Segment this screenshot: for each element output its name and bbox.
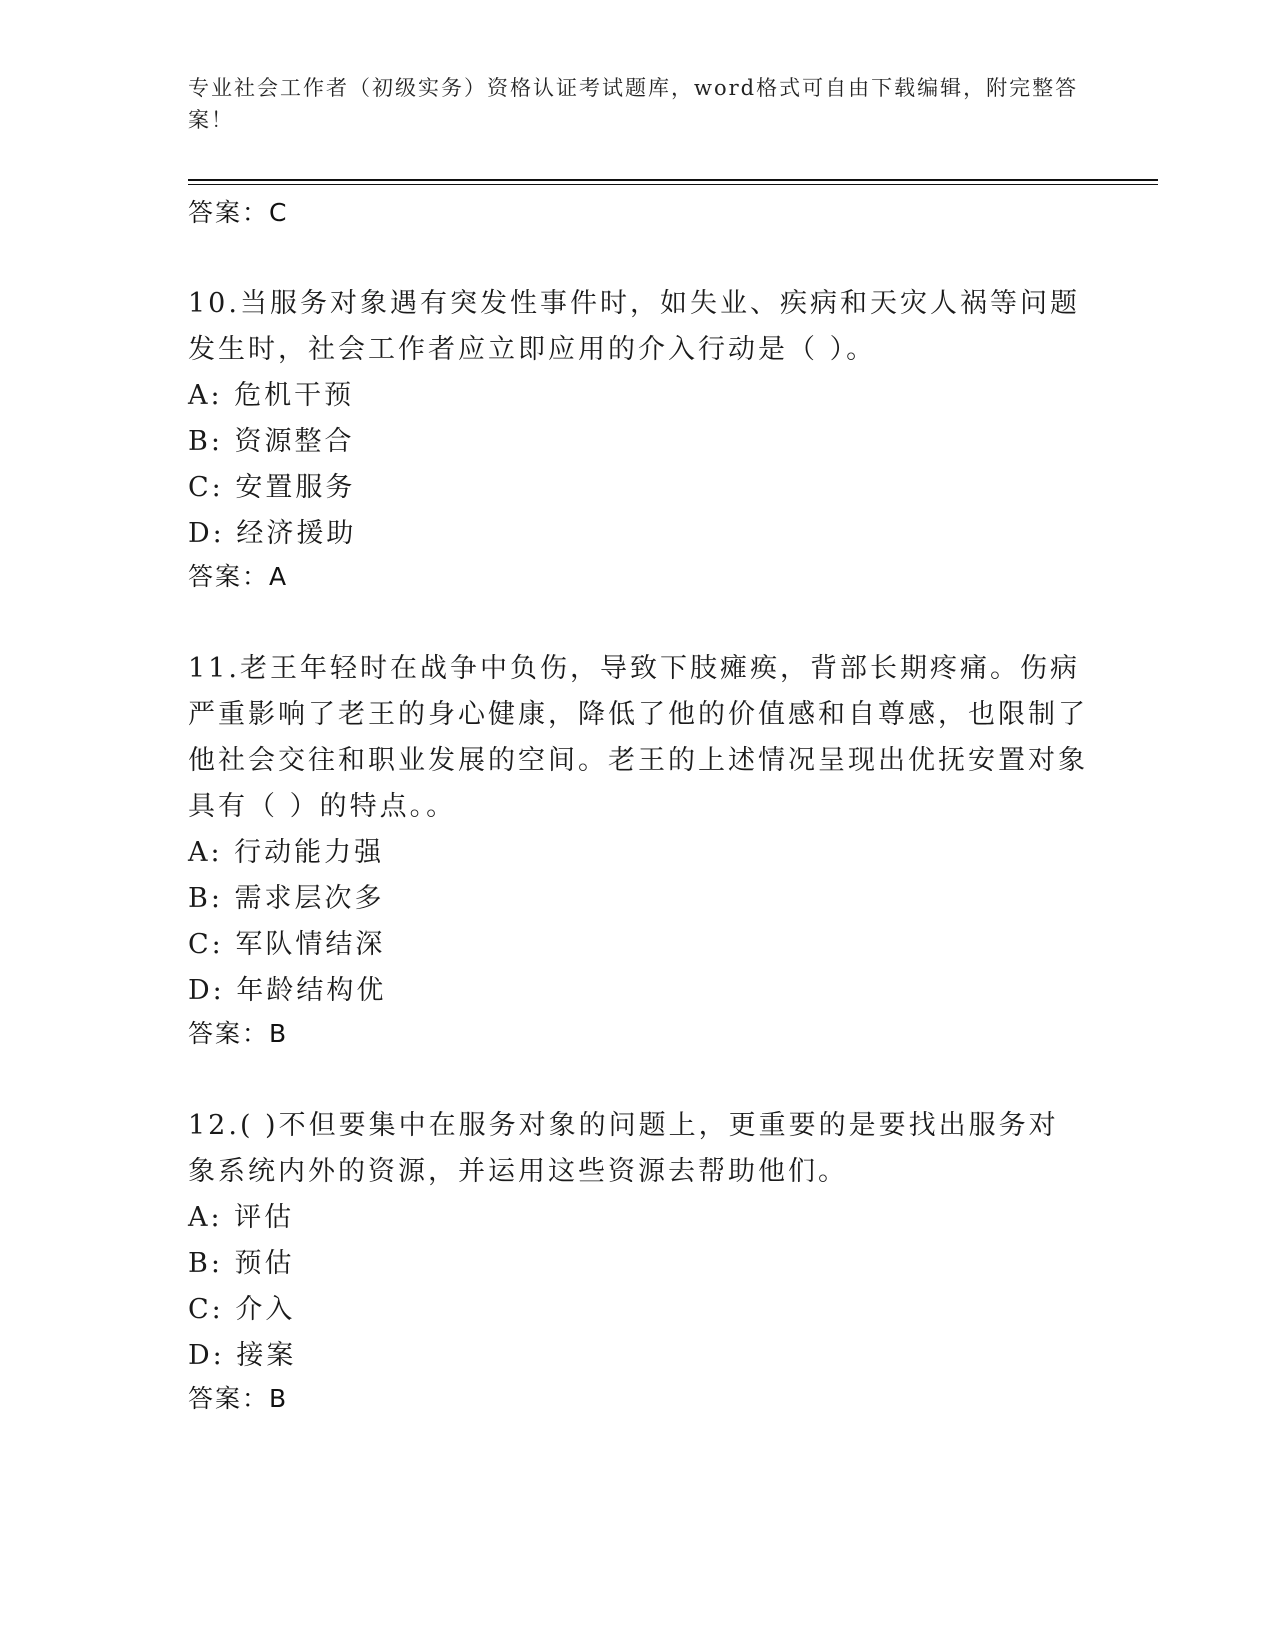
option-b: B: 预估 [188, 1248, 295, 1279]
option-c: C: 介入 [188, 1294, 296, 1325]
option-c: C: 安置服务 [188, 472, 356, 503]
option-d: D: 年龄结构优 [188, 975, 387, 1006]
page-header: 专业社会工作者（初级实务）资格认证考试题库，word格式可自由下载编辑，附完整答案！ [188, 76, 1079, 132]
question-answer: 答案：B [188, 1384, 289, 1413]
option-a: A: 危机干预 [188, 380, 355, 411]
option-b: B: 资源整合 [188, 426, 355, 457]
question-10 [188, 281, 1088, 597]
question-stem: 12.( )不但要集中在服务对象的问题上，更重要的是要找出服务对象系统内外的资源，并运用这些资源去帮助他们。 [188, 1110, 1059, 1187]
question-stem: 10.当服务对象遇有突发性事件时，如失业、疾病和天灾人祸等问题发生时，社会工作者应立即应用的介入行动是（ ）。 [188, 288, 1080, 365]
question-answer: 答案：A [188, 562, 289, 591]
header-rule-thick [188, 179, 1158, 181]
option-d: D: 接案 [188, 1340, 297, 1371]
option-b: B: 需求层次多 [188, 883, 385, 914]
previous-answer: 答案：C [188, 198, 289, 227]
question-11 [188, 646, 1088, 1054]
option-d: D: 经济援助 [188, 518, 357, 549]
header-rule-thin [188, 184, 1158, 185]
option-a: A: 行动能力强 [188, 837, 385, 868]
option-c: C: 军队情结深 [188, 929, 386, 960]
question-12 [188, 1103, 1088, 1419]
question-answer: 答案：B [188, 1019, 289, 1048]
option-a: A: 评估 [188, 1202, 295, 1233]
question-stem: 11.老王年轻时在战争中负伤，导致下肢瘫痪，背部长期疼痛。伤病严重影响了老王的身心健康，降低了他的价值感和自尊感，也限制了他社会交往和职业发展的空间。老王的上述情况呈现出优抚安置对象具有（ ）的特点。。 [188, 653, 1088, 822]
